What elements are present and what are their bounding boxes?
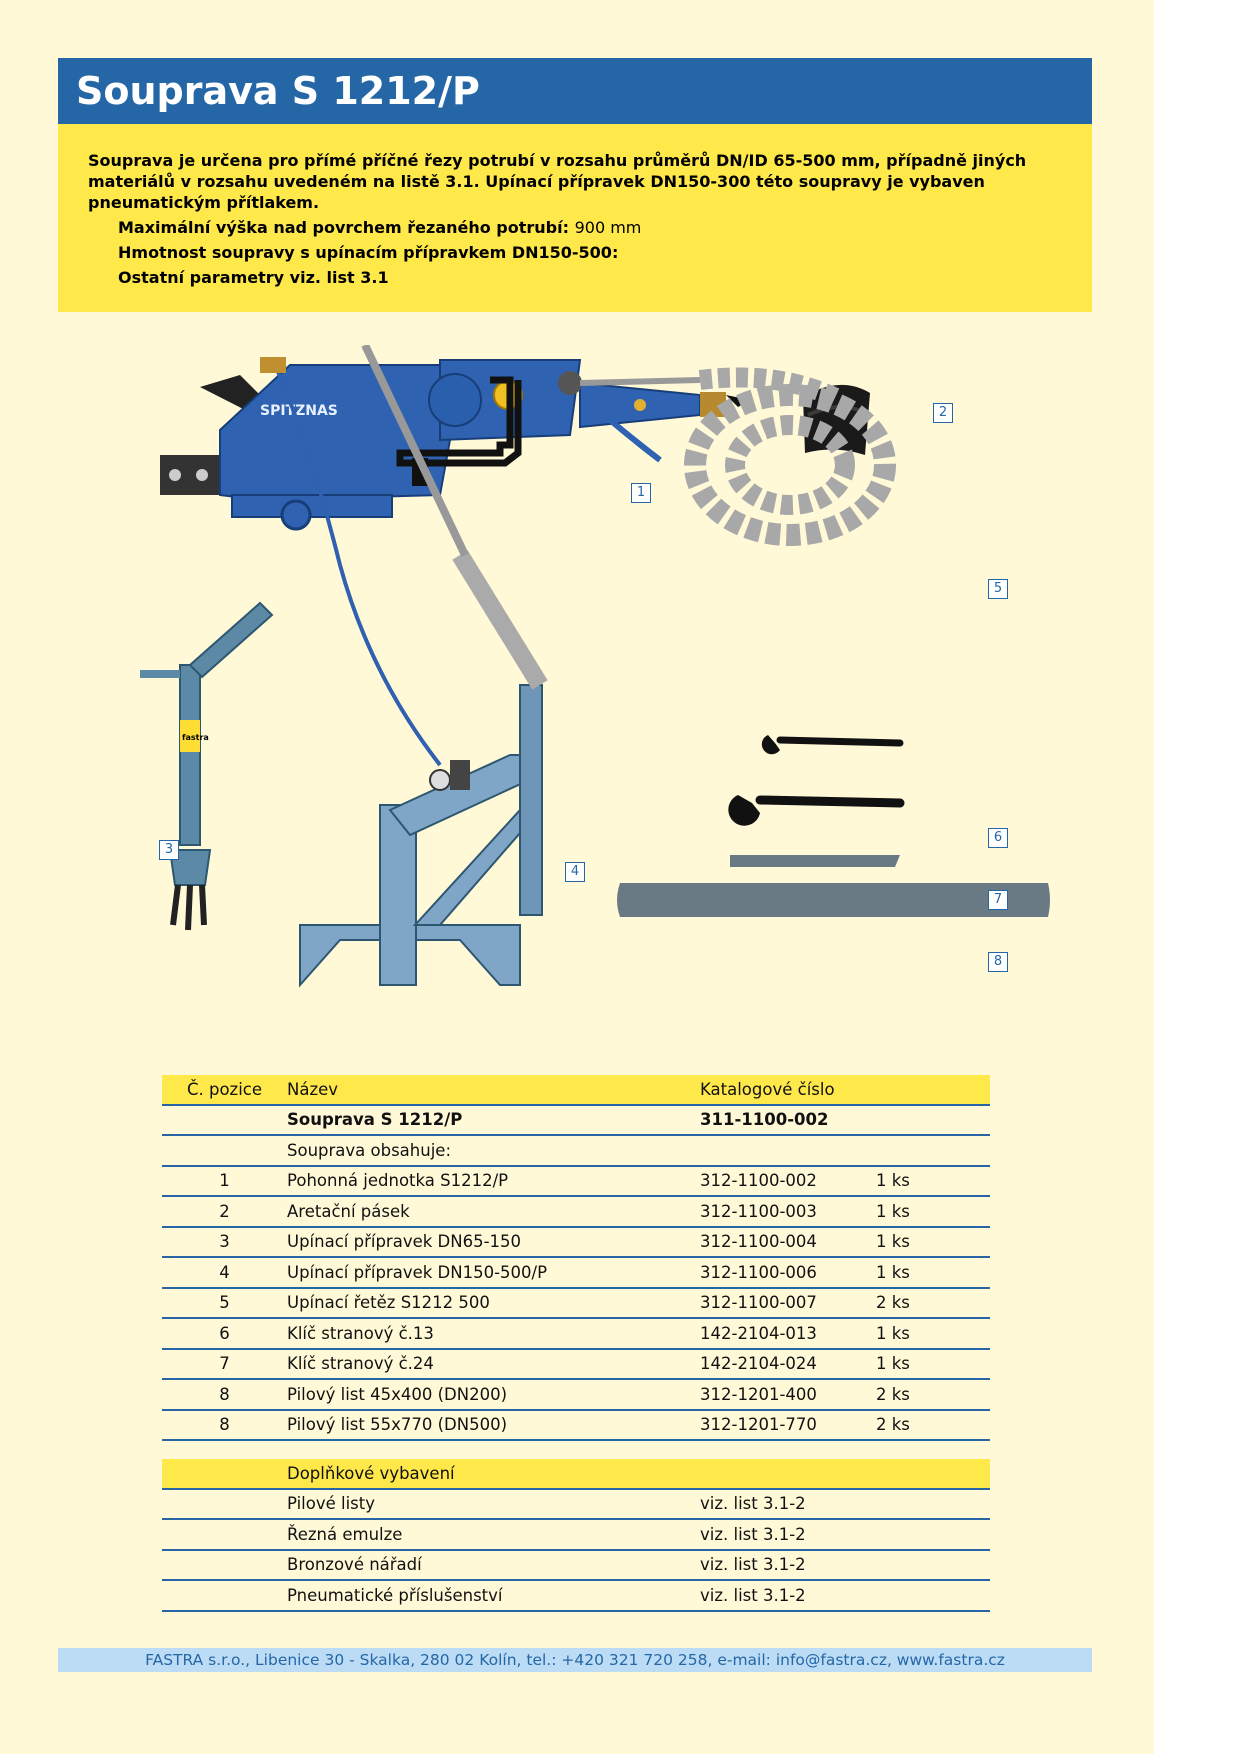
drive-cap: [429, 374, 481, 426]
drive-unit-image: [160, 360, 750, 529]
table-header: [162, 1459, 990, 1489]
cell-position: [162, 1550, 287, 1581]
cell-catalog: 312-1201-770: [700, 1410, 876, 1441]
title-bar: [58, 58, 1092, 124]
wrench-24-handle: [760, 800, 900, 803]
cylinder-body: [460, 555, 540, 685]
header-accessories: Doplňkové vybavení: [287, 1459, 700, 1489]
header-qty: [876, 1075, 990, 1105]
table-row: [162, 1410, 990, 1441]
drive-brand-text: SPITZNAS: [260, 403, 338, 419]
saw-blade-long: [617, 883, 1050, 917]
cell-name: Bronzové nářadí: [287, 1550, 700, 1581]
table-row: [162, 1135, 990, 1166]
cell-name: Upínací řetěz S1212 500: [287, 1288, 700, 1319]
table-row: [162, 1349, 990, 1380]
cell-position: 1: [162, 1166, 287, 1197]
cell-name: Klíč stranový č.13: [287, 1318, 700, 1349]
hose-coupler: [260, 357, 286, 373]
header-position: Č. pozice: [162, 1075, 287, 1105]
wrench-13-image: [762, 735, 900, 754]
cell-qty: 1 ks: [876, 1227, 990, 1258]
wrench-24-head: [728, 795, 760, 826]
cell-name: Řezná emulze: [287, 1519, 700, 1550]
accessories-table: [162, 1459, 990, 1612]
figure-label-7: 7: [988, 890, 1008, 910]
table-row: [162, 1105, 990, 1136]
footer: FASTRA s.r.o., Libenice 30 - Skalka, 280 02 Kolín, tel.: +420 321 720 258, e-mail: info@fastra.cz, www.fastra.cz: [58, 1648, 1092, 1672]
cell-catalog: 312-1201-400: [700, 1379, 876, 1410]
cell-qty: 1 ks: [876, 1196, 990, 1227]
header-qty: [876, 1459, 990, 1489]
cell-name: Aretační pásek: [287, 1196, 700, 1227]
cell-qty: [876, 1519, 990, 1550]
cell-name: Souprava obsahuje:: [287, 1135, 700, 1166]
cell-qty: [876, 1550, 990, 1581]
intro-text: Souprava je určena pro přímé příčné řezy potrubí v rozsahu průměrů DN/ID 65-500 mm, případně jiných materiálů v rozsahu uvedeném na listě 3.1. Upínací přípravek DN150-300 této soupravy je vybaven pneumatickým přítlakem.: [88, 151, 1027, 212]
cell-name: Souprava S 1212/P: [287, 1105, 700, 1136]
cell-position: 2: [162, 1196, 287, 1227]
drive-bolt: [196, 469, 208, 481]
table-row: [162, 1166, 990, 1197]
cell-qty: 1 ks: [876, 1166, 990, 1197]
table-row: [162, 1519, 990, 1550]
cell-qty: 1 ks: [876, 1349, 990, 1380]
cell-catalog: viz. list 3.1-2: [700, 1580, 876, 1611]
page-title: Souprava S 1212/P: [76, 69, 480, 113]
product-illustration: [140, 345, 1070, 1045]
cell-name: Upínací přípravek DN150-500/P: [287, 1257, 700, 1288]
cell-qty: [876, 1135, 990, 1166]
pneumatic-valve: [450, 760, 470, 790]
cell-catalog: 312-1100-004: [700, 1227, 876, 1258]
cell-catalog: 142-2104-024: [700, 1349, 876, 1380]
cell-name: Upínací přípravek DN65-150: [287, 1227, 700, 1258]
cell-name: Pohonná jednotka S1212/P: [287, 1166, 700, 1197]
drive-bolt: [169, 469, 181, 481]
cell-position: 7: [162, 1349, 287, 1380]
cell-name: Pneumatické příslušenství: [287, 1580, 700, 1611]
header-catalog: Katalogové číslo: [700, 1075, 876, 1105]
cell-catalog: 312-1100-003: [700, 1196, 876, 1227]
chain-nut: [558, 371, 582, 395]
table-row: [162, 1318, 990, 1349]
cell-position: 8: [162, 1410, 287, 1441]
cell-catalog: 311-1100-002: [700, 1105, 876, 1136]
drive-valve: [634, 399, 646, 411]
cell-catalog: 142-2104-013: [700, 1318, 876, 1349]
product-drawing: [140, 345, 1070, 1045]
drive-lever: [610, 420, 660, 460]
table-row: [162, 1580, 990, 1611]
table-row: [162, 1196, 990, 1227]
cell-position: [162, 1580, 287, 1611]
cell-qty: 1 ks: [876, 1257, 990, 1288]
table-header: [162, 1075, 990, 1105]
header-catalog: [700, 1459, 876, 1489]
intro-box: [58, 124, 1092, 312]
wrench-24-image: [728, 795, 900, 826]
saw-blades-image: [617, 855, 1050, 917]
cell-position: [162, 1489, 287, 1520]
clamp-column: [180, 665, 200, 845]
cell-qty: [876, 1580, 990, 1611]
figure-label-8: 8: [988, 952, 1008, 972]
figure-label-4: 4: [565, 862, 585, 882]
cell-name: Pilový list 45x400 (DN200): [287, 1379, 700, 1410]
param-weight: [118, 242, 1062, 263]
cell-position: 5: [162, 1288, 287, 1319]
table-row: [162, 1489, 990, 1520]
figure-label-2: 2: [933, 403, 953, 423]
cell-name: Pilové listy: [287, 1489, 700, 1520]
cell-position: [162, 1519, 287, 1550]
table-row: [162, 1227, 990, 1258]
cell-qty: 2 ks: [876, 1379, 990, 1410]
cell-name: Pilový list 55x770 (DN500): [287, 1410, 700, 1441]
cell-catalog: viz. list 3.1-2: [700, 1489, 876, 1520]
cell-catalog: 312-1100-007: [700, 1288, 876, 1319]
clamp-screw: [140, 670, 180, 678]
cell-catalog: 312-1100-002: [700, 1166, 876, 1197]
cell-position: 3: [162, 1227, 287, 1258]
param-label: Maximální výška nad povrchem řezaného potrubí:: [118, 218, 570, 237]
cell-position: 4: [162, 1257, 287, 1288]
cell-qty: 1 ks: [876, 1318, 990, 1349]
clamp-label-text: fastra: [182, 733, 209, 742]
saw-blade-short: [730, 855, 900, 867]
table-row: [162, 1288, 990, 1319]
param-label: Hmotnost soupravy s upínacím přípravkem DN150-500:: [118, 243, 619, 262]
cell-qty: 2 ks: [876, 1410, 990, 1441]
param-value: 900 mm: [574, 218, 642, 237]
table-row: [162, 1379, 990, 1410]
cell-name: Klíč stranový č.24: [287, 1349, 700, 1380]
table-row: [162, 1550, 990, 1581]
cell-position: 6: [162, 1318, 287, 1349]
figure-label-3: 3: [159, 840, 179, 860]
pressure-gauge: [430, 770, 450, 790]
clamp-arm: [190, 603, 272, 677]
cell-qty: 2 ks: [876, 1288, 990, 1319]
header-name: Název: [287, 1075, 700, 1105]
table-row: [162, 1257, 990, 1288]
param-other: [118, 267, 1062, 288]
cell-position: [162, 1135, 287, 1166]
header-position: [162, 1459, 287, 1489]
cell-qty: [876, 1105, 990, 1136]
param-max-height: [118, 217, 1062, 238]
cell-catalog: viz. list 3.1-2: [700, 1550, 876, 1581]
wrench-13-handle: [780, 740, 900, 743]
base-upright: [520, 685, 542, 915]
cell-catalog: [700, 1135, 876, 1166]
cell-catalog: viz. list 3.1-2: [700, 1519, 876, 1550]
cell-qty: [876, 1489, 990, 1520]
cell-position: 8: [162, 1379, 287, 1410]
figure-label-6: 6: [988, 828, 1008, 848]
small-clamp-image: [140, 603, 272, 930]
figure-label-1: 1: [631, 483, 651, 503]
clamp-chain: [173, 885, 204, 930]
drive-eye: [282, 501, 310, 529]
cell-position: [162, 1105, 287, 1136]
chain-bolt: [580, 380, 700, 383]
figure-label-5: 5: [988, 579, 1008, 599]
drive-base: [232, 495, 392, 517]
parts-table: [162, 1075, 990, 1441]
param-label: Ostatní parametry viz. list 3.1: [118, 268, 389, 287]
cell-catalog: 312-1100-006: [700, 1257, 876, 1288]
